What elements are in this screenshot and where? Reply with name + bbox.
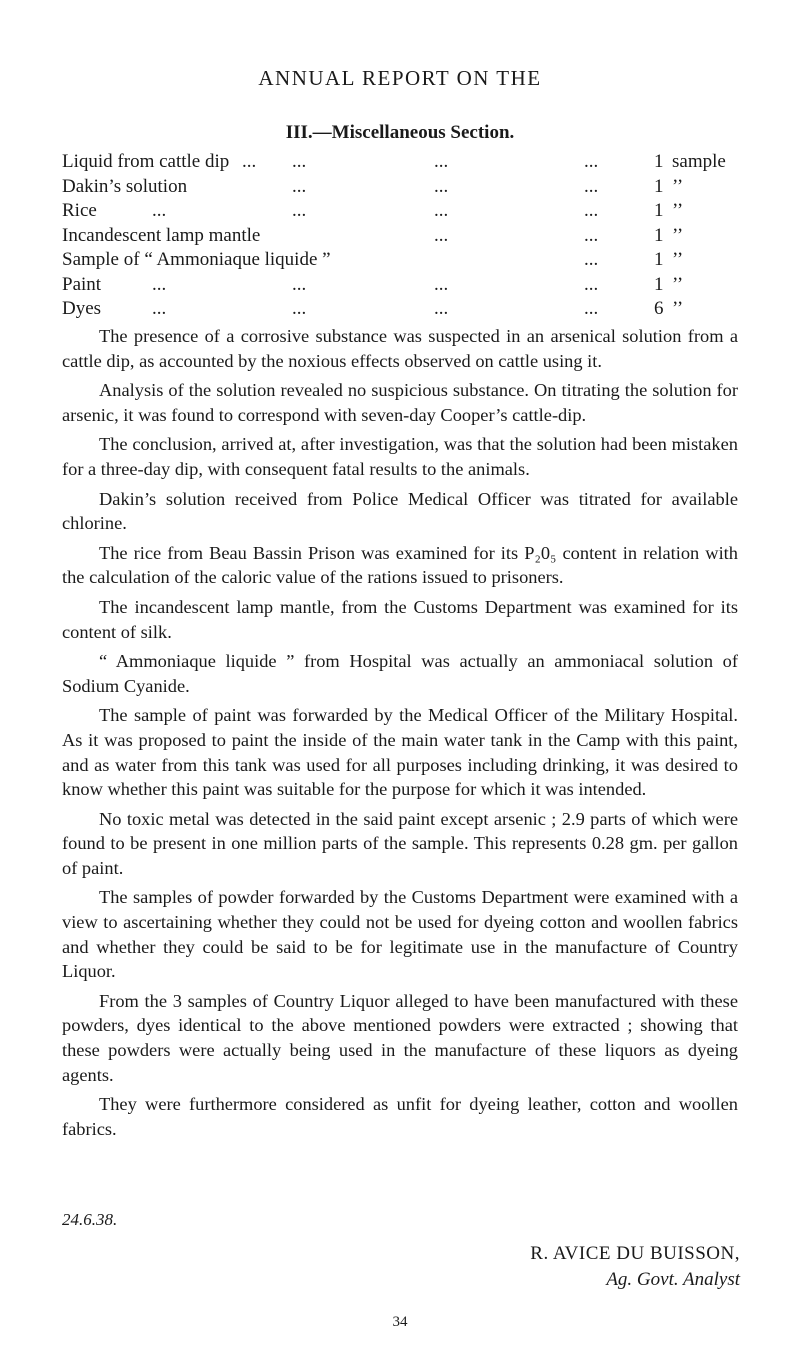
list-item	[62, 150, 742, 175]
sample-count: 1	[654, 151, 664, 172]
section-title: III.—Miscellaneous Section.	[285, 122, 515, 143]
list-item: Paint ... ... ... ... 1 ’’	[62, 273, 742, 298]
paragraph: The rice from Beau Bassin Prison was examined for its P₂0₅ content in relation with the calculation of the caloric value of the rations issued to prisoners.	[62, 542, 738, 588]
paragraph: The incandescent lamp mantle, from the Customs Department was examined for its content of silk.	[62, 596, 738, 642]
list-item: Incandescent lamp mantle ... ... 1 ’’	[62, 224, 742, 249]
signatory-name: R. AVICE DU BUISSON,	[530, 1243, 740, 1264]
paragraph: No toxic metal was detected in the said paint except arsenic ; 2.9 parts of which were found to be present in one million parts of the sample. This represents 0.28 gm. per gallon of paint.	[62, 808, 738, 878]
sample-unit: ’’	[672, 175, 684, 197]
sample-unit: ’’	[672, 224, 684, 246]
running-header: ANNUAL REPORT ON THE	[258, 66, 542, 90]
sample-unit: ’’	[672, 298, 684, 319]
signature-block	[0, 1241, 740, 1293]
sample-count: 1	[654, 224, 664, 246]
signatory-title: Ag. Govt. Analyst	[606, 1269, 740, 1290]
sample-count: 1	[654, 200, 664, 221]
sample-name: Paint	[62, 273, 102, 295]
paragraph: From the 3 samples of Country Liquor alleged to have been manufactured with these powders, dyes identical to the above mentioned powders were extracted ; showing that these powders were actually being used in the manufacture of these liquors as dyeing agents.	[62, 990, 738, 1085]
paragraph: The conclusion, arrived at, after investigation, was that the solution had been mistaken for a three-day dip, with consequent fatal results to the animals.	[62, 434, 738, 479]
sample-name: Dyes	[62, 298, 102, 319]
paragraph: The sample of paint was forwarded by the Medical Officer of the Military Hospital. As it was proposed to paint the inside of the main water tank in the Camp with this paint, and as water from this tank was used for all purposes including drinking, it was desired to know whether this paint was suitable for the purpose for which it was intended.	[62, 705, 738, 800]
paragraph: Analysis of the solution revealed no suspicious substance. On titrating the solution for arsenic, it was found to correspond with seven-day Cooper’s cattle-dip.	[62, 380, 738, 425]
sample-name: Sample of “ Ammoniaque liquide ”	[62, 249, 331, 270]
report-date: 24.6.38.	[62, 1210, 118, 1229]
page-number: 34	[392, 1314, 408, 1330]
paragraph: The samples of powder forwarded by the Customs Department were examined with a view to ascertaining whether they could not be used for dyeing cotton and woollen fabrics and whether they could be said to be for legitimate use in the manufacture of Country Liquor.	[62, 887, 738, 982]
list-item: Dakin’s solution ... ... ... 1 ’’	[62, 175, 742, 200]
sample-unit: sample	[672, 151, 726, 172]
sample-unit: ’’	[672, 200, 684, 221]
sample-count: 1	[654, 273, 664, 295]
sample-name: Incandescent lamp mantle	[62, 224, 261, 246]
sample-name: Dakin’s solution	[62, 175, 188, 197]
paragraph: “ Ammoniaque liquide ” from Hospital was actually an ammoniacal solution of Sodium Cyanide.	[62, 651, 738, 696]
paragraph: Dakin’s solution received from Police Medical Officer was titrated for available chlorine.	[62, 488, 738, 534]
list-item: Dyes ... ... ... ... 6 ’’	[62, 297, 742, 322]
list-item: Sample of “ Ammoniaque liquide ” ... 1 ’’	[62, 248, 742, 273]
report-body	[62, 324, 738, 1146]
sample-count: 6	[654, 298, 664, 319]
sample-count: 1	[654, 249, 664, 270]
paragraph: They were furthermore considered as unfit for dyeing leather, cotton and woollen fabrics.	[62, 1094, 738, 1139]
sample-count: 1	[654, 175, 664, 197]
leader-dots: ... ... ... ...	[242, 150, 602, 175]
sample-unit: ’’	[672, 249, 684, 270]
sample-name: Liquid from cattle dip	[62, 151, 230, 172]
paragraph: The presence of a corrosive substance was suspected in an arsenical solution from a cattle dip, as accounted by the noxious effects observed on cattle using it.	[62, 326, 738, 371]
sample-unit: ’’	[672, 273, 684, 295]
samples-list	[62, 150, 742, 322]
list-item: Rice ... ... ... ... 1 ’’	[62, 199, 742, 224]
sample-name: Rice	[62, 200, 97, 221]
